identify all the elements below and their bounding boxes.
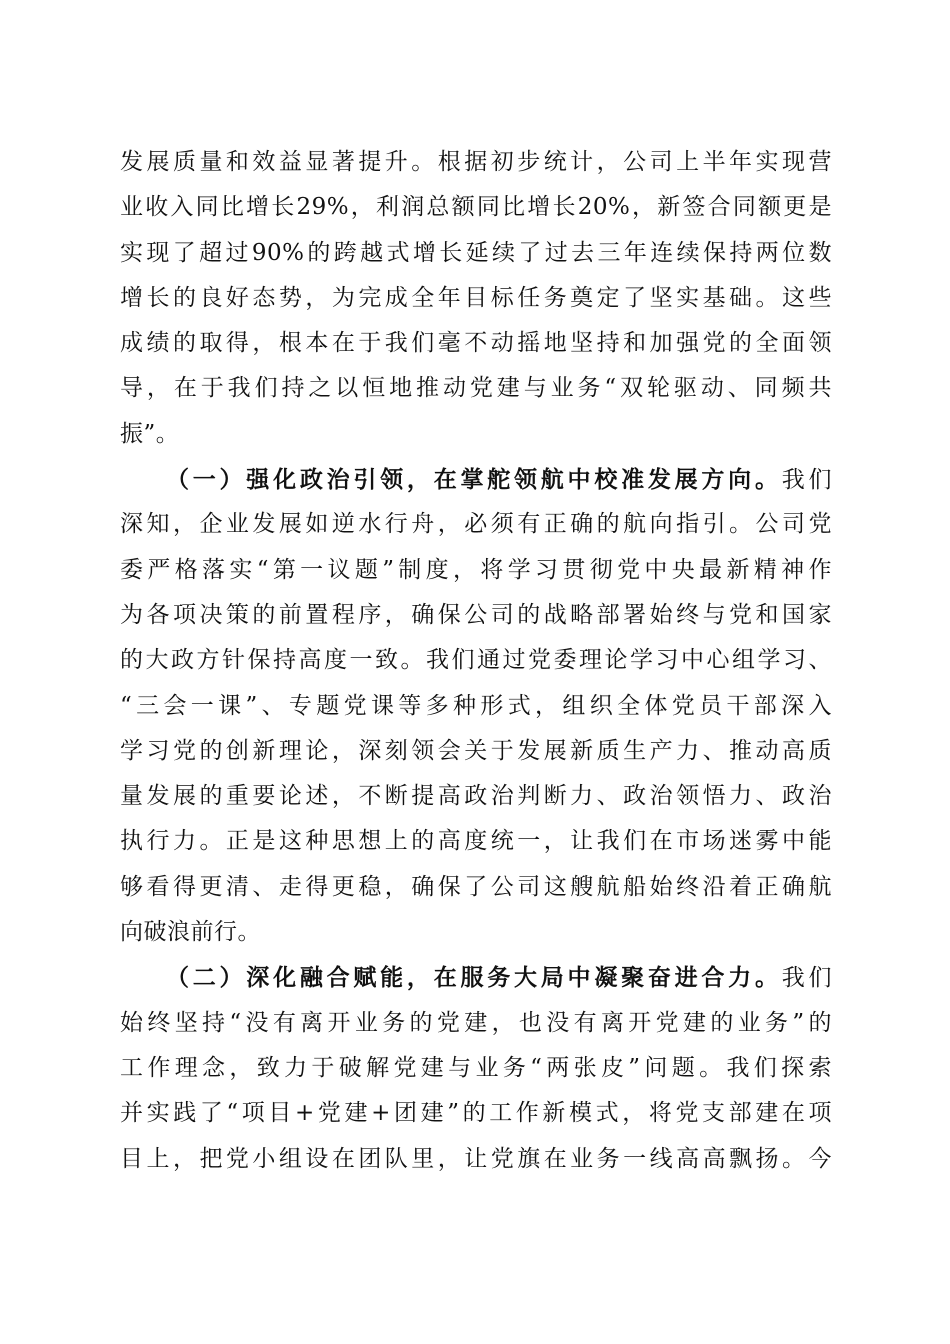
text-line: 导，在于我们持之以恒地推动党建与业务“双轮驱动、同频共	[120, 375, 832, 402]
text-line: 实现了超过90%的跨越式增长延续了过去三年连续保持两位数	[120, 239, 832, 266]
text-line: 向破浪前行。	[120, 919, 261, 946]
text-line: 业收入同比增长29%，利润总额同比增长20%，新签合同额更是	[120, 194, 832, 221]
text-line: 学习党的创新理论，深刻领会关于发展新质生产力、推动高质	[120, 737, 832, 764]
text-line: 执行力。正是这种思想上的高度统一，让我们在市场迷雾中能	[120, 828, 832, 855]
paragraph-first-line	[120, 457, 832, 502]
text-line: 始终坚持“没有离开业务的党建，也没有离开党建的业务”的	[120, 1009, 832, 1036]
text-line: 发展质量和效益显著提升。根据初步统计，公司上半年实现营	[120, 149, 832, 175]
text-line: 工作理念，致力于破解党建与业务“两张皮”问题。我们探索	[120, 1054, 832, 1081]
text-line: 目上，把党小组设在团队里，让党旗在业务一线高高飘扬。今	[120, 1145, 832, 1172]
paragraph-2	[120, 457, 832, 955]
text-line: 量发展的重要论述，不断提高政治判断力、政治领悟力、政治	[120, 783, 832, 810]
heading-continuation: 我们	[781, 965, 833, 992]
text-line: 深知，企业发展如逆水行舟，必须有正确的航向指引。公司党	[120, 511, 832, 538]
document-body	[120, 140, 832, 1182]
text-line: 委严格落实“第一议题”制度，将学习贯彻党中央最新精神作	[120, 556, 832, 583]
text-line: 为各项决策的前置程序，确保公司的战略部署始终与党和国家	[120, 601, 832, 628]
text-line: 成绩的取得，根本在于我们毫不动摇地坚持和加强党的全面领	[120, 330, 832, 357]
heading-continuation: 我们	[781, 467, 833, 494]
text-line: 增长的良好态势，为完成全年目标任务奠定了坚实基础。这些	[120, 284, 832, 311]
text-line: 够看得更清、走得更稳，确保了公司这艘航船始终沿着正确航	[120, 873, 832, 900]
section-heading: （二）深化融合赋能，在服务大局中凝聚奋进合力。	[166, 964, 782, 992]
paragraph-first-line	[120, 955, 832, 1000]
paragraph-1	[120, 140, 832, 457]
paragraph-3	[120, 955, 832, 1181]
text-line: 的大政方针保持高度一致。我们通过党委理论学习中心组学习、	[120, 647, 832, 674]
text-line: “三会一课”、专题党课等多种形式，组织全体党员干部深入	[120, 692, 832, 719]
text-line: 并实践了“项目+党建+团建”的工作新模式，将党支部建在项	[120, 1100, 832, 1127]
text-line: 振”。	[120, 420, 180, 447]
section-heading: （一）强化政治引领，在掌舵领航中校准发展方向。	[166, 466, 782, 494]
